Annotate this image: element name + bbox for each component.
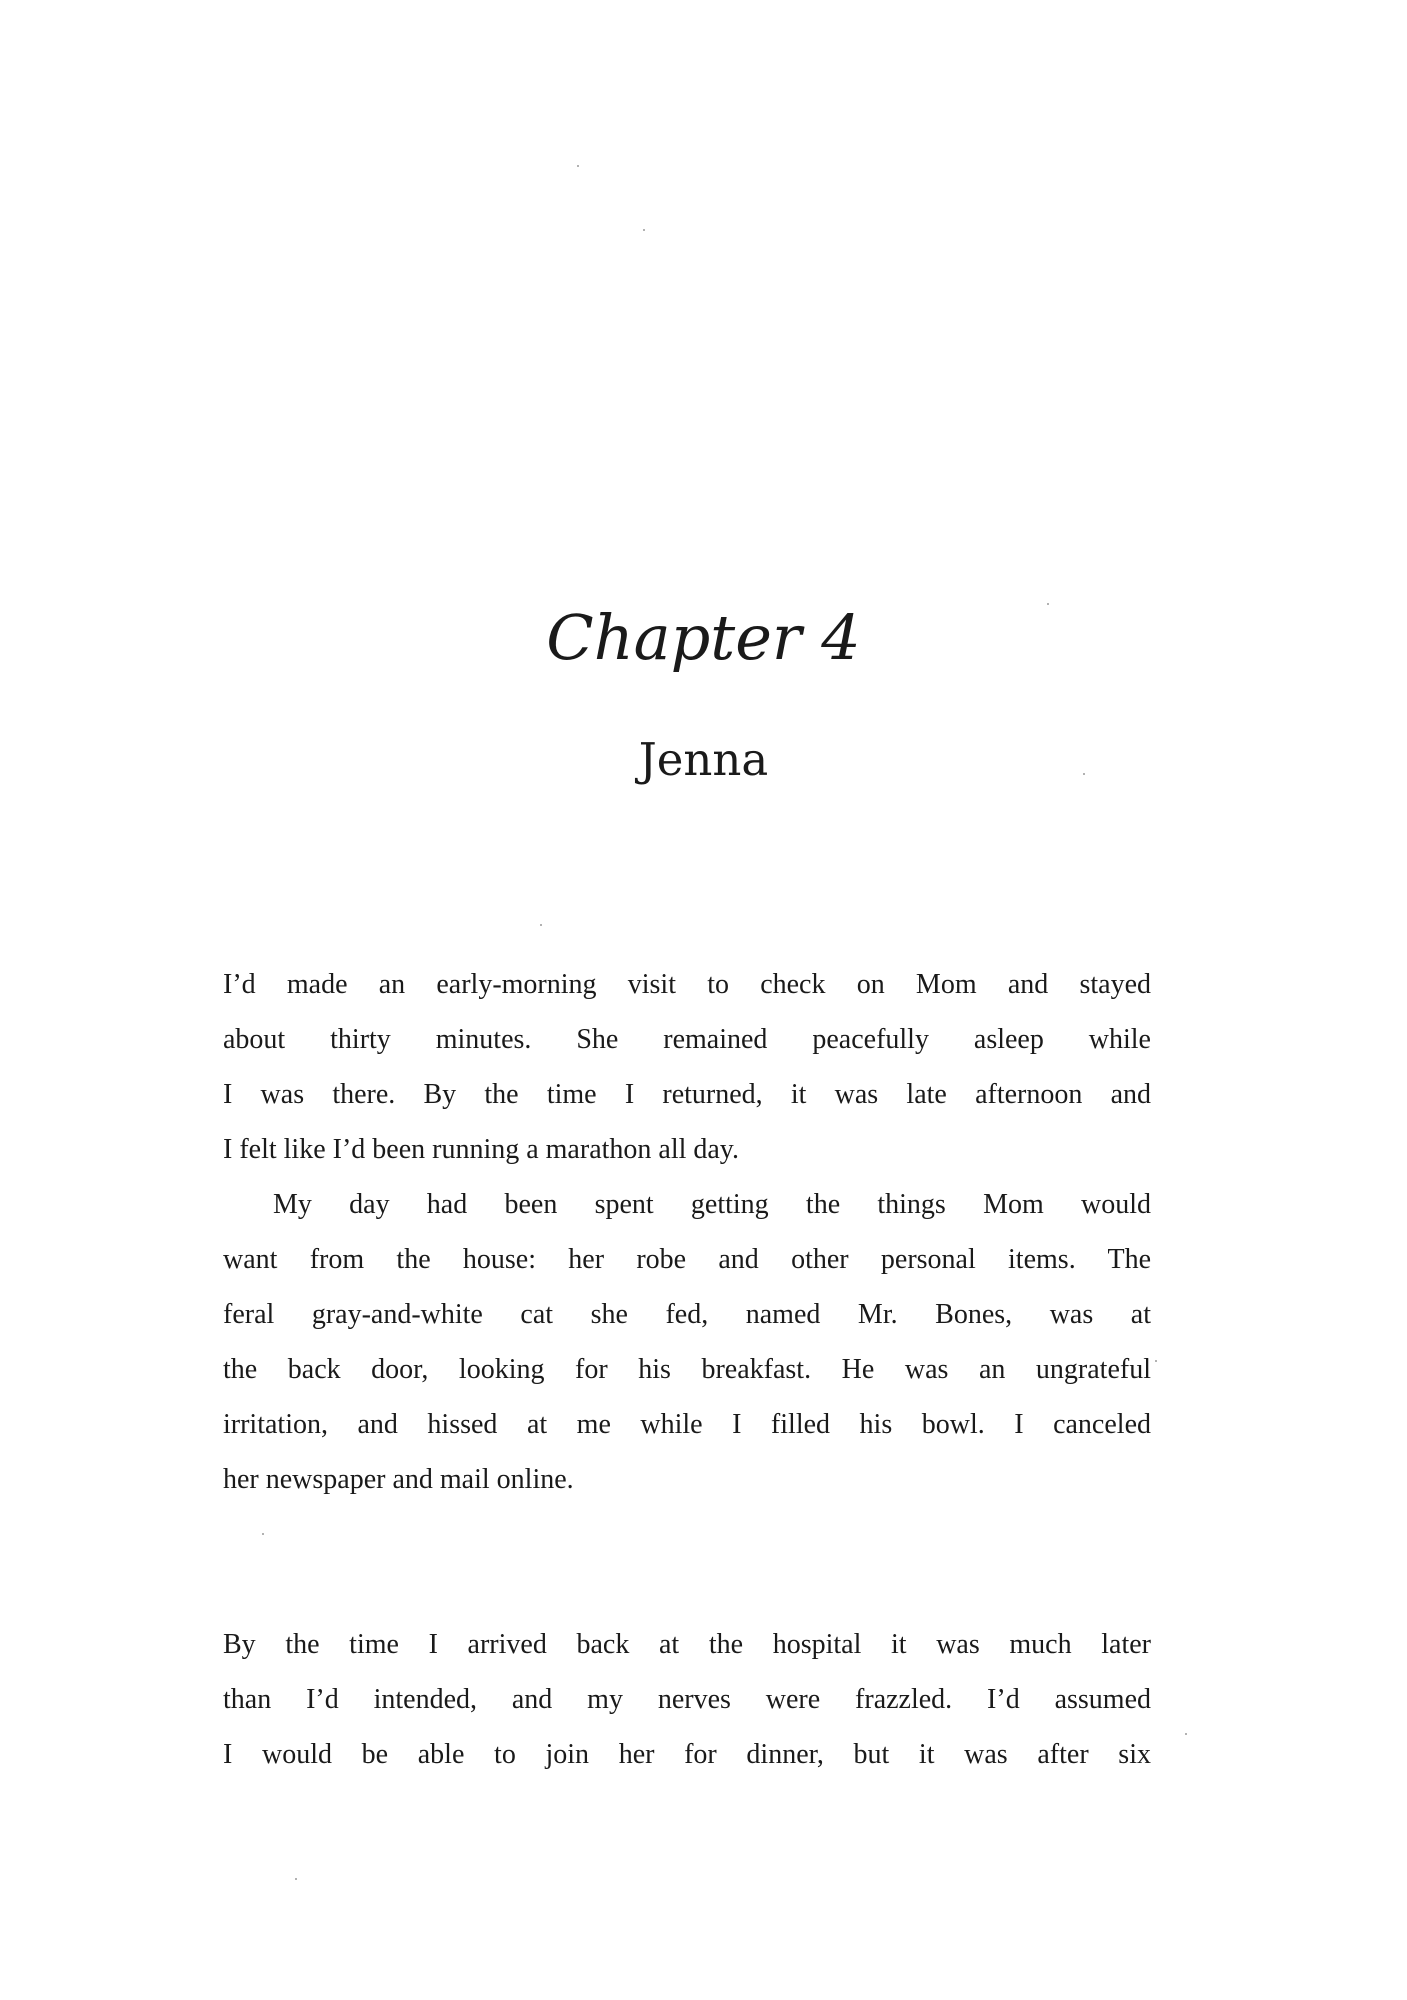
scan-speck bbox=[577, 165, 579, 167]
text-line: I’d made an early-morning visit to check on Mom and stayed bbox=[223, 969, 1151, 1000]
text-line: By the time I arrived back at the hospital it was much later bbox=[223, 1629, 1151, 1660]
text-line: the back door, looking for his breakfast. He was an ungrateful bbox=[223, 1354, 1151, 1385]
text-line: about thirty minutes. She remained peacefully asleep while bbox=[223, 1024, 1151, 1055]
section-2-text bbox=[223, 1617, 1151, 1782]
text-line: I would be able to join her for dinner, but it was after six bbox=[223, 1739, 1151, 1770]
text-line: irritation, and hissed at me while I filled his bowl. I canceled bbox=[223, 1409, 1151, 1440]
scan-speck bbox=[643, 229, 645, 231]
section-1-text bbox=[223, 957, 1151, 1507]
text-line: I was there. By the time I returned, it was late afternoon and bbox=[223, 1079, 1151, 1110]
text-line: want from the house: her robe and other personal items. The bbox=[223, 1244, 1151, 1275]
chapter-subtitle: Jenna bbox=[638, 733, 769, 786]
scan-speck bbox=[262, 1533, 264, 1535]
scan-speck bbox=[1047, 603, 1049, 605]
scan-speck bbox=[1155, 1360, 1157, 1362]
text-line: than I’d intended, and my nerves were frazzled. I’d assumed bbox=[223, 1684, 1151, 1715]
text-line: her newspaper and mail online. bbox=[223, 1464, 574, 1495]
scan-speck bbox=[295, 1878, 297, 1880]
chapter-title: Chapter 4 bbox=[546, 601, 861, 674]
text-line: I felt like I’d been running a marathon all day. bbox=[223, 1134, 739, 1165]
scan-speck bbox=[1083, 773, 1085, 775]
scan-speck bbox=[1185, 1733, 1187, 1735]
text-line: My day had been spent getting the things Mom would bbox=[273, 1189, 1151, 1220]
scan-speck bbox=[540, 924, 542, 926]
text-line: feral gray-and-white cat she fed, named Mr. Bones, was at bbox=[223, 1299, 1151, 1330]
